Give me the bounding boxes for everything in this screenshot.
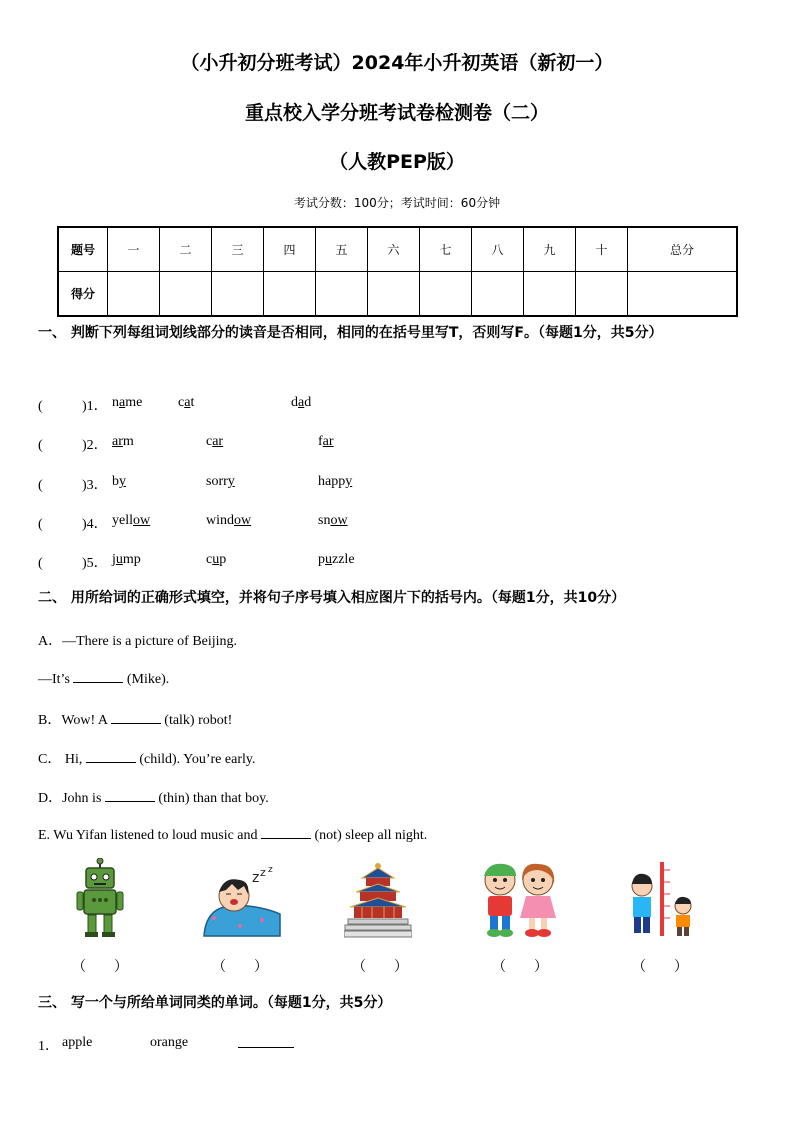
fill-blank[interactable]	[261, 826, 311, 839]
section-1-heading: 一、 判断下列每组词划线部分的读音是否相同，相同的在括号里写T，否则写F。（每题1分，共5分）	[38, 325, 663, 341]
two-children-icon	[474, 858, 564, 938]
column-header: 七	[420, 227, 472, 272]
word: sorry	[206, 474, 235, 489]
item-number: )4．	[82, 517, 108, 532]
word: cup	[206, 552, 227, 567]
word: jump	[112, 552, 141, 567]
column-header: 十	[576, 227, 628, 272]
score-cell[interactable]	[420, 272, 472, 317]
table-row-label: 题号	[58, 227, 108, 272]
title-line-2: 重点校入学分班考试卷检测卷（二）	[244, 102, 549, 124]
fill-blank[interactable]	[105, 789, 155, 802]
item-number: )1．	[82, 399, 108, 414]
robot-icon	[76, 858, 124, 938]
fill-blank[interactable]	[111, 711, 161, 724]
item-number: )5．	[82, 556, 108, 571]
score-cell[interactable]	[576, 272, 628, 317]
section-2-heading: 二、 用所给词的正确形式填空，并将句子序号填入相应图片下的括号内。（每题1分，共10分）	[38, 590, 626, 606]
sentence-b: B．Wow! A (talk) robot!	[38, 713, 233, 728]
column-header: 一	[108, 227, 160, 272]
table-row	[58, 272, 737, 317]
table-row	[58, 227, 737, 272]
column-header: 五	[316, 227, 368, 272]
item-number: )3．	[82, 478, 108, 493]
word: cat	[178, 395, 195, 410]
fill-blank[interactable]	[86, 750, 136, 763]
score-cell[interactable]	[108, 272, 160, 317]
height-comparison-icon	[620, 860, 700, 938]
score-cell-total[interactable]	[628, 272, 738, 317]
sentence-d: D．John is (thin) than that boy.	[38, 791, 269, 806]
column-header: 六	[368, 227, 420, 272]
word: happy	[318, 474, 353, 489]
word: by	[112, 474, 126, 489]
answer-paren[interactable]: （ ）	[492, 960, 548, 975]
sentence-e: E. Wu Yifan listened to loud music and (not) sleep all night.	[38, 828, 428, 843]
answer-paren[interactable]: （ ）	[72, 960, 128, 975]
answer-paren[interactable]: (	[38, 556, 71, 571]
answer-paren[interactable]: (	[38, 399, 71, 414]
item-number: )2．	[82, 438, 108, 453]
answer-paren[interactable]: (	[38, 438, 71, 453]
word: orange	[150, 1035, 189, 1050]
score-cell[interactable]	[160, 272, 212, 317]
tired-boy-icon	[200, 866, 284, 938]
column-header: 八	[472, 227, 524, 272]
answer-paren[interactable]: （ ）	[352, 960, 408, 975]
answer-paren[interactable]: （ ）	[632, 960, 688, 975]
score-cell[interactable]	[212, 272, 264, 317]
answer-paren[interactable]: (	[38, 478, 71, 493]
word: far	[318, 434, 334, 449]
score-cell[interactable]	[264, 272, 316, 317]
svg-text:z: z	[260, 866, 266, 879]
word: puzzle	[318, 552, 355, 567]
table-row-label: 得分	[58, 272, 108, 317]
fill-blank[interactable]	[238, 1035, 294, 1053]
title-line-1: （小升初分班考试）2024年小升初英语（新初一）	[180, 52, 614, 74]
word: car	[206, 434, 224, 449]
column-header: 四	[264, 227, 316, 272]
fill-blank[interactable]	[73, 670, 123, 683]
column-header-total: 总分	[628, 227, 738, 272]
item-number: 1．	[38, 1039, 59, 1054]
word: snow	[318, 513, 348, 528]
svg-text:z: z	[268, 866, 273, 875]
answer-paren[interactable]: （ ）	[212, 960, 268, 975]
column-header: 三	[212, 227, 264, 272]
word: dad	[291, 395, 312, 410]
word: apple	[62, 1035, 93, 1050]
section-3-heading: 三、 写一个与所给单词同类的单词。（每题1分，共5分）	[38, 995, 392, 1011]
word: yellow	[112, 513, 151, 528]
column-header: 九	[524, 227, 576, 272]
word: name	[112, 395, 143, 410]
score-cell[interactable]	[316, 272, 368, 317]
sentence-a-1: A．—There is a picture of Beijing.	[38, 634, 238, 649]
word: window	[206, 513, 252, 528]
sentence-a-2: —It’s (Mike).	[38, 672, 170, 687]
score-cell[interactable]	[524, 272, 576, 317]
word: arm	[112, 434, 134, 449]
score-cell[interactable]	[368, 272, 420, 317]
temple-of-heaven-icon	[344, 862, 412, 938]
answer-paren[interactable]: (	[38, 517, 71, 532]
column-header: 二	[160, 227, 212, 272]
sentence-c: C． Hi, (child). You’re early.	[38, 752, 256, 767]
title-line-3: （人教PEP版）	[329, 151, 465, 173]
score-table	[57, 226, 738, 317]
svg-text:z: z	[252, 870, 260, 886]
score-cell[interactable]	[472, 272, 524, 317]
exam-info: 考试分数：100分；考试时间：60分钟	[293, 196, 501, 210]
